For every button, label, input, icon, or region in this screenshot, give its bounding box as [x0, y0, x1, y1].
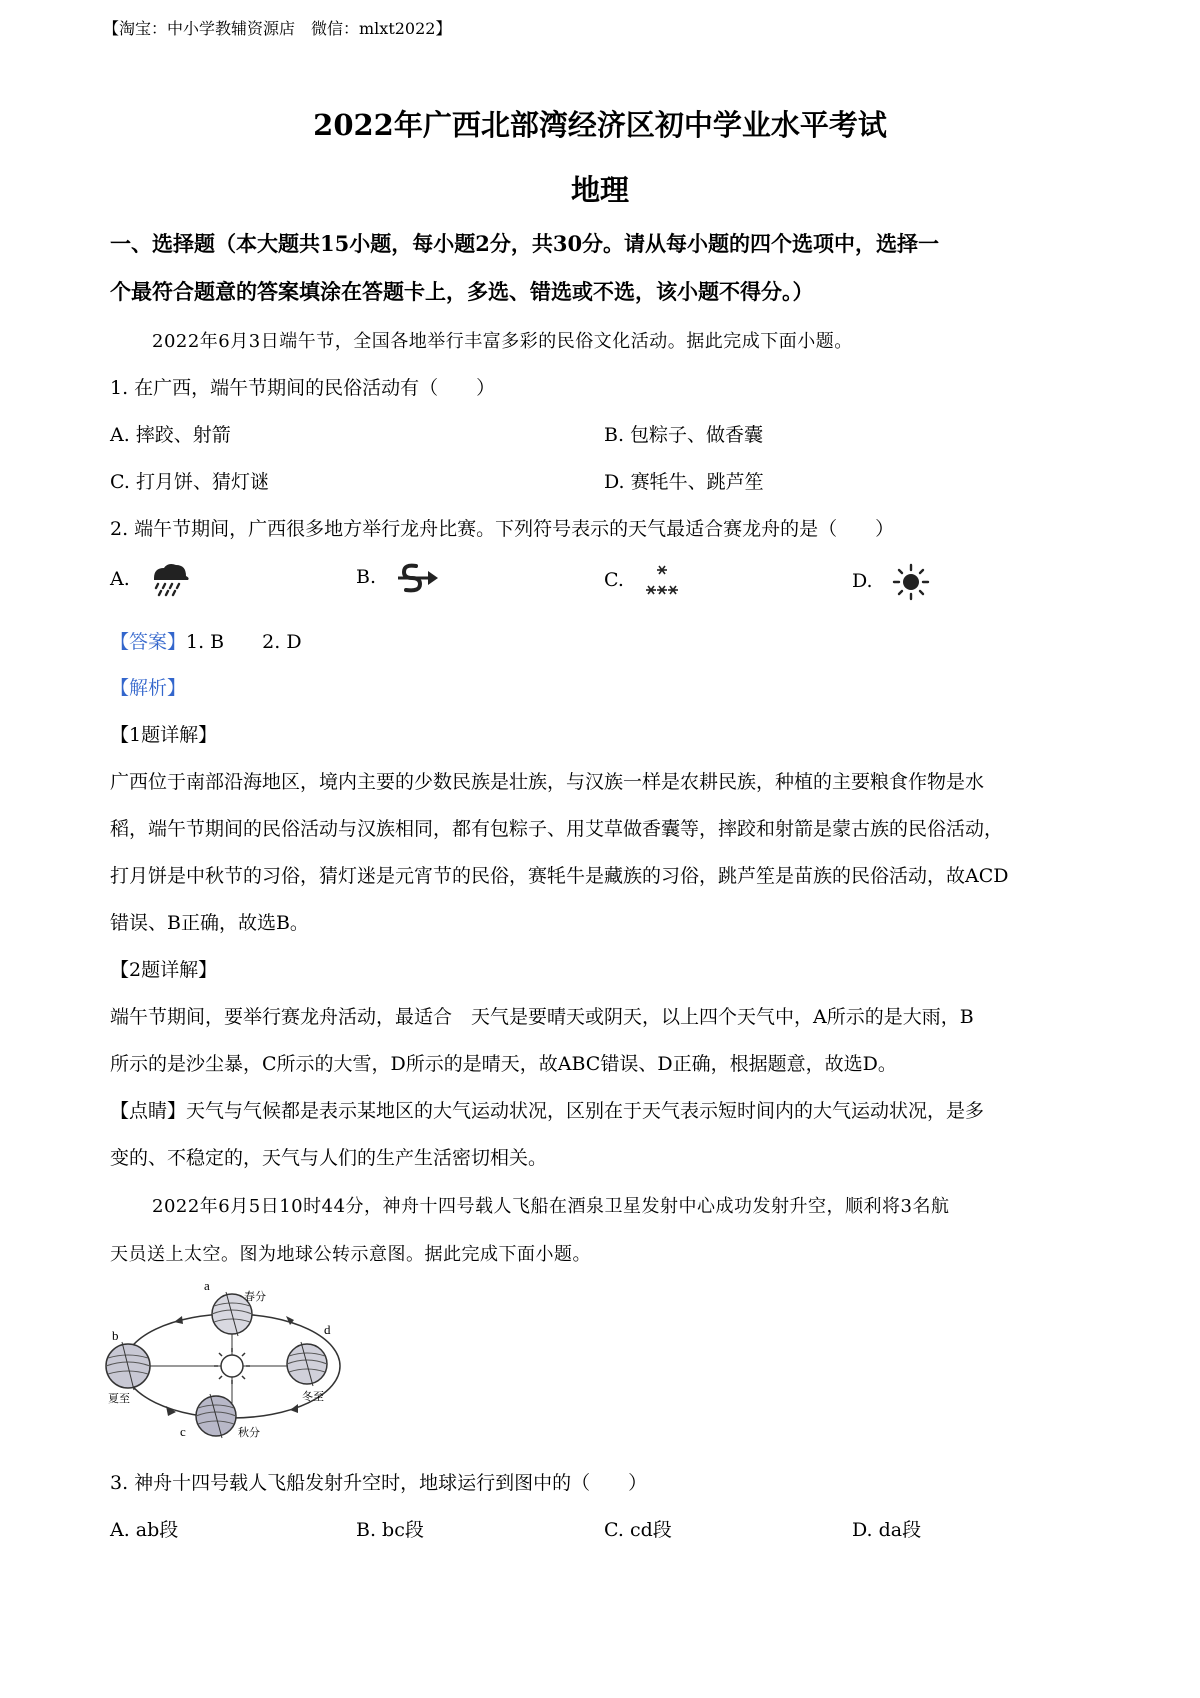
answer-line — [110, 627, 302, 654]
option-label: B. — [356, 566, 377, 588]
label-b: b — [112, 1328, 119, 1343]
detail2-line: 所示的是沙尘暴，C所示的大雪，D所示的是晴天，故ABC错误、D正确，根据题意，故选D。 — [110, 1053, 897, 1075]
detail1-line: 稻，端午节期间的民俗活动与汉族相同，都有包粽子、用艾草做香囊等，摔跤和射箭是蒙古族的民俗活动， — [110, 818, 1004, 840]
label-winter-solstice: 冬至 — [302, 1390, 324, 1403]
q1-option-c[interactable]: C. 打月饼、猜灯谜 — [110, 471, 269, 493]
sandstorm-icon — [394, 562, 440, 594]
label-a: a — [204, 1278, 210, 1293]
analysis-tag: 【解析】 — [110, 677, 187, 699]
label-autumn-equinox: 秋分 — [238, 1426, 260, 1439]
group1-intro: 2022年6月3日端午节，全国各地举行丰富多彩的民俗文化活动。据此完成下面小题。 — [152, 331, 853, 352]
sunny-icon — [891, 562, 931, 602]
q3-stem: 3. 神舟十四号载人飞船发射升空时，地球运行到图中的（ ） — [110, 1472, 648, 1494]
note-line: 变的、不稳定的，天气与人们的生产生活密切相关。 — [110, 1147, 548, 1169]
answer-tag: 【答案】 — [110, 631, 187, 653]
option-label: A. — [110, 568, 130, 590]
label-c: c — [180, 1424, 186, 1439]
detail1-line: 广西位于南部沿海地区，境内主要的少数民族是壮族，与汉族一样是农耕民族，种植的主要粮食作物是水 — [110, 771, 985, 793]
detail1-line: 错误、B正确，故选B。 — [110, 912, 309, 934]
label-spring-equinox: 春分 — [244, 1290, 266, 1303]
q1-option-b[interactable]: B. 包粽子、做香囊 — [604, 424, 764, 446]
q1-option-d[interactable]: D. 赛牦牛、跳芦笙 — [604, 471, 764, 493]
group2-intro-line2: 天员送上太空。图为地球公转示意图。据此完成下面小题。 — [110, 1244, 591, 1265]
answer-text: 1. B 2. D — [186, 631, 302, 653]
note-line: 【点睛】天气与气候都是表示某地区的大气运动状况，区别在于天气表示短时间内的大气运动状况，是多 — [110, 1100, 985, 1122]
detail2-line: 端午节期间，要举行赛龙舟活动，最适合 天气是要晴天或阴天，以上四个天气中，A所示的是大雨，B — [110, 1006, 974, 1028]
detail1-tag: 【1题详解】 — [110, 724, 218, 746]
q3-option-d[interactable]: D. da段 — [852, 1519, 922, 1541]
option-label: C. — [604, 569, 624, 591]
q1-stem: 1. 在广西，端午节期间的民俗活动有（ ） — [110, 377, 496, 399]
q3-option-c[interactable]: C. cd段 — [604, 1519, 672, 1541]
q2-option-d[interactable] — [852, 562, 931, 602]
q3-option-b[interactable]: B. bc段 — [356, 1519, 424, 1541]
q2-option-c[interactable] — [604, 562, 682, 600]
label-d: d — [324, 1322, 331, 1337]
earth-d — [287, 1342, 327, 1386]
detail1-line: 打月饼是中秋节的习俗，猜灯迷是元宵节的民俗，赛牦牛是藏族的习俗，跳芦笙是苗族的民俗活动，故ACD — [110, 865, 1009, 887]
group2-intro-line1: 2022年6月5日10时44分，神舟十四号载人飞船在酒泉卫星发射中心成功发射升空，顺利将3名航 — [152, 1196, 950, 1217]
section-heading-line1: 一、选择题（本大题共15小题，每小题2分，共30分。请从每小题的四个选项中，选择一 — [110, 231, 940, 256]
q1-option-a[interactable]: A. 摔跤、射箭 — [110, 424, 231, 446]
earth-revolution-diagram — [104, 1276, 364, 1456]
q2-option-b[interactable] — [356, 562, 440, 594]
heavy-snow-icon — [642, 562, 682, 600]
q3-option-a[interactable]: A. ab段 — [110, 1519, 179, 1541]
earth-b — [106, 1342, 150, 1390]
heavy-rain-icon — [148, 562, 192, 598]
option-label: D. — [852, 570, 873, 592]
exam-title: 2022年广西北部湾经济区初中学业水平考试 — [313, 108, 887, 142]
detail2-tag: 【2题详解】 — [110, 959, 218, 981]
subject-title: 地理 — [570, 173, 629, 207]
section-heading-line2: 个最符合题意的答案填涂在答题卡上，多选、错选或不选，该小题不得分。） — [110, 279, 814, 304]
q2-option-a[interactable] — [110, 562, 192, 598]
watermark: 【淘宝：中小学教辅资源店 微信：mlxt2022】 — [103, 19, 452, 38]
label-summer-solstice: 夏至 — [108, 1392, 130, 1405]
earth-c — [196, 1394, 236, 1438]
q2-stem: 2. 端午节期间，广西很多地方举行龙舟比赛。下列符号表示的天气最适合赛龙舟的是（ ） — [110, 518, 895, 540]
